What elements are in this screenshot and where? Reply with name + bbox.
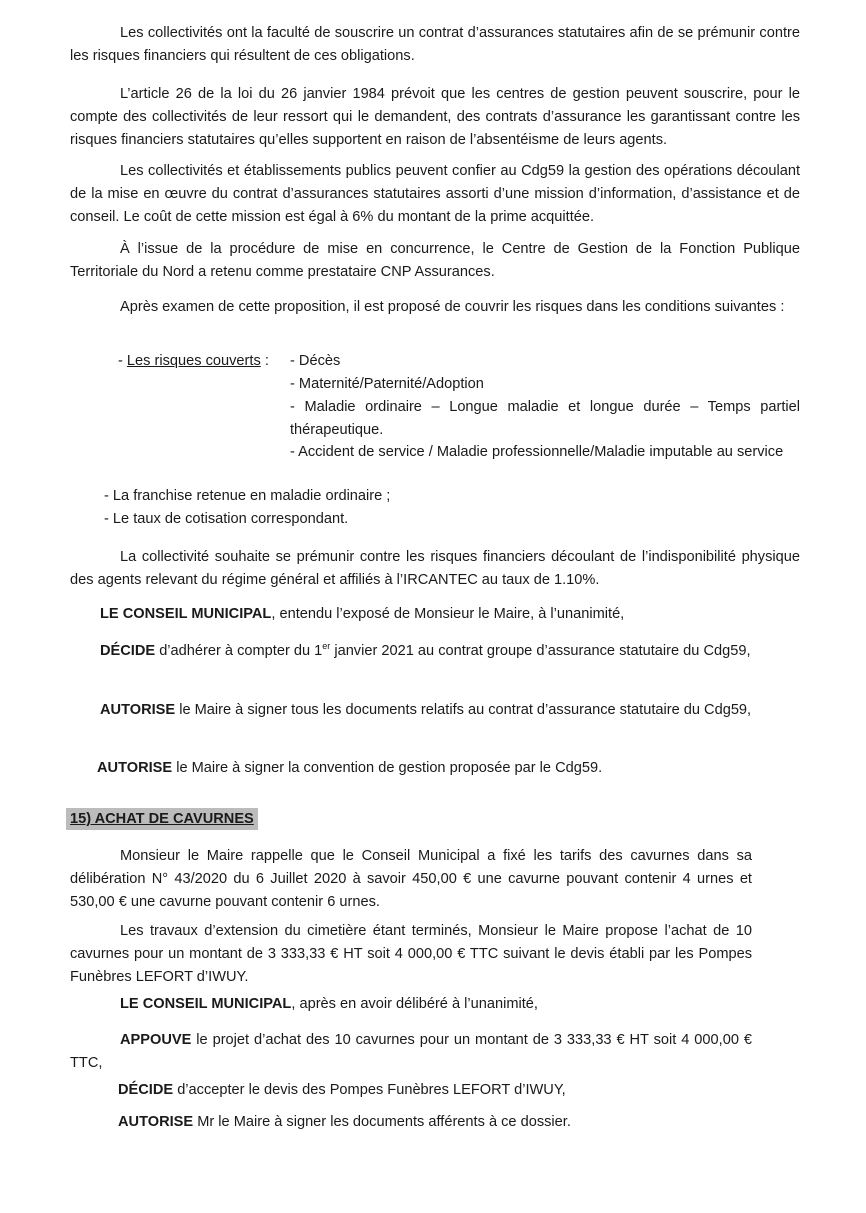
decide-devis: DÉCIDE d’accepter le devis des Pompes Funèbres LEFORT d’IWUY, (118, 1082, 566, 1098)
paragraph-cdg59-mission: Les collectivités et établissements publics peuvent confier au Cdg59 la gestion des opérations découlant de la mise en œuvre du contrat d’assurances statutaires assorti d’une mission d’information, d’assistance et de conseil. Le coût de cette mission est égal à 6% du montant de la prime acquittée. (70, 163, 800, 225)
autorise-dossier: AUTORISE Mr le Maire à signer les documents afférents à ce dossier. (118, 1114, 571, 1130)
risks-covered-heading: - Les risques couverts : (118, 353, 269, 369)
conseil-municipal-line-1: LE CONSEIL MUNICIPAL, entendu l’exposé de Monsieur le Maire, à l’unanimité, (100, 606, 625, 622)
list-item-franchise: - La franchise retenue en maladie ordinaire ; (104, 488, 391, 504)
risk-item-maternite: - Maternité/Paternité/Adoption (290, 376, 484, 392)
decide-adhesion: DÉCIDE d’adhérer à compter du 1er janvier 2021 au contrat groupe d’assurance statutaire du Cdg59, (100, 641, 751, 659)
paragraph-cavurnes-achat: Les travaux d’extension du cimetière étant terminés, Monsieur le Maire propose l’achat de 10 cavurnes pour un montant de 3 333,33 € HT soit 4 000,00 € TTC suivant le devis établi par les Pompes Funèbres LEFORT d’IWUY. (70, 923, 752, 985)
risks-covered-label: Les risques couverts (126, 353, 261, 369)
list-item-taux: - Le taux de cotisation correspondant. (104, 511, 349, 527)
paragraph-ircantec: La collectivité souhaite se prémunir contre les risques financiers découlant de l’indisponibilité physique des agents relevant du régime général et affiliés à l’IRCANTEC au taux de 1.10%. (70, 549, 800, 588)
paragraph-article-26: L’article 26 de la loi du 26 janvier 1984 prévoit que les centres de gestion peuvent souscrire, pour le compte des collectivités de leur ressort qui le demandent, des contrats d’assurance les garantissant contre les risques financiers statutaires qu’elles supportent en raison de l’absentéisme de leurs agents. (70, 86, 800, 148)
section-title-cavurnes: 15) ACHAT DE CAVURNES (66, 808, 258, 830)
paragraph-procurement: À l’issue de la procédure de mise en concurrence, le Centre de Gestion de la Fonction Publique Territoriale du Nord a retenu comme prestataire CNP Assurances. (70, 241, 800, 280)
paragraph-cavurnes-tarifs: Monsieur le Maire rappelle que le Conseil Municipal a fixé les tarifs des cavurnes dans sa délibération N° 43/2020 du 6 Juillet 2020 à savoir 450,00 € une cavurne pouvant contenir 4 urnes et 530,00 € une cavurne pouvant contenir 6 urnes. (70, 848, 752, 910)
risk-item-maladie: - Maladie ordinaire – Longue maladie et longue durée – Temps partiel thérapeutique. (290, 399, 800, 438)
approuve-projet: APPOUVE le projet d’achat des 10 cavurnes pour un montant de 3 333,33 € HT soit 4 000,00 € TTC, (70, 1032, 752, 1071)
risk-item-deces: - Décès (290, 353, 341, 369)
risk-item-accident: - Accident de service / Maladie professionnelle/Maladie imputable au service (290, 444, 784, 460)
conseil-municipal-line-2: LE CONSEIL MUNICIPAL, après en avoir délibéré à l’unanimité, (120, 996, 538, 1012)
paragraph-insurance-faculty: Les collectivités ont la faculté de souscrire un contrat d’assurances statutaires afin de se prémunir contre les risques financiers qui résultent de ces obligations. (70, 25, 800, 64)
autorise-documents: AUTORISE le Maire à signer tous les documents relatifs au contrat d’assurance statutaire du Cdg59, (100, 702, 752, 718)
paragraph-proposal: Après examen de cette proposition, il est proposé de couvrir les risques dans les conditions suivantes : (120, 299, 785, 315)
autorise-convention: AUTORISE le Maire à signer la convention de gestion proposée par le Cdg59. (97, 760, 603, 776)
